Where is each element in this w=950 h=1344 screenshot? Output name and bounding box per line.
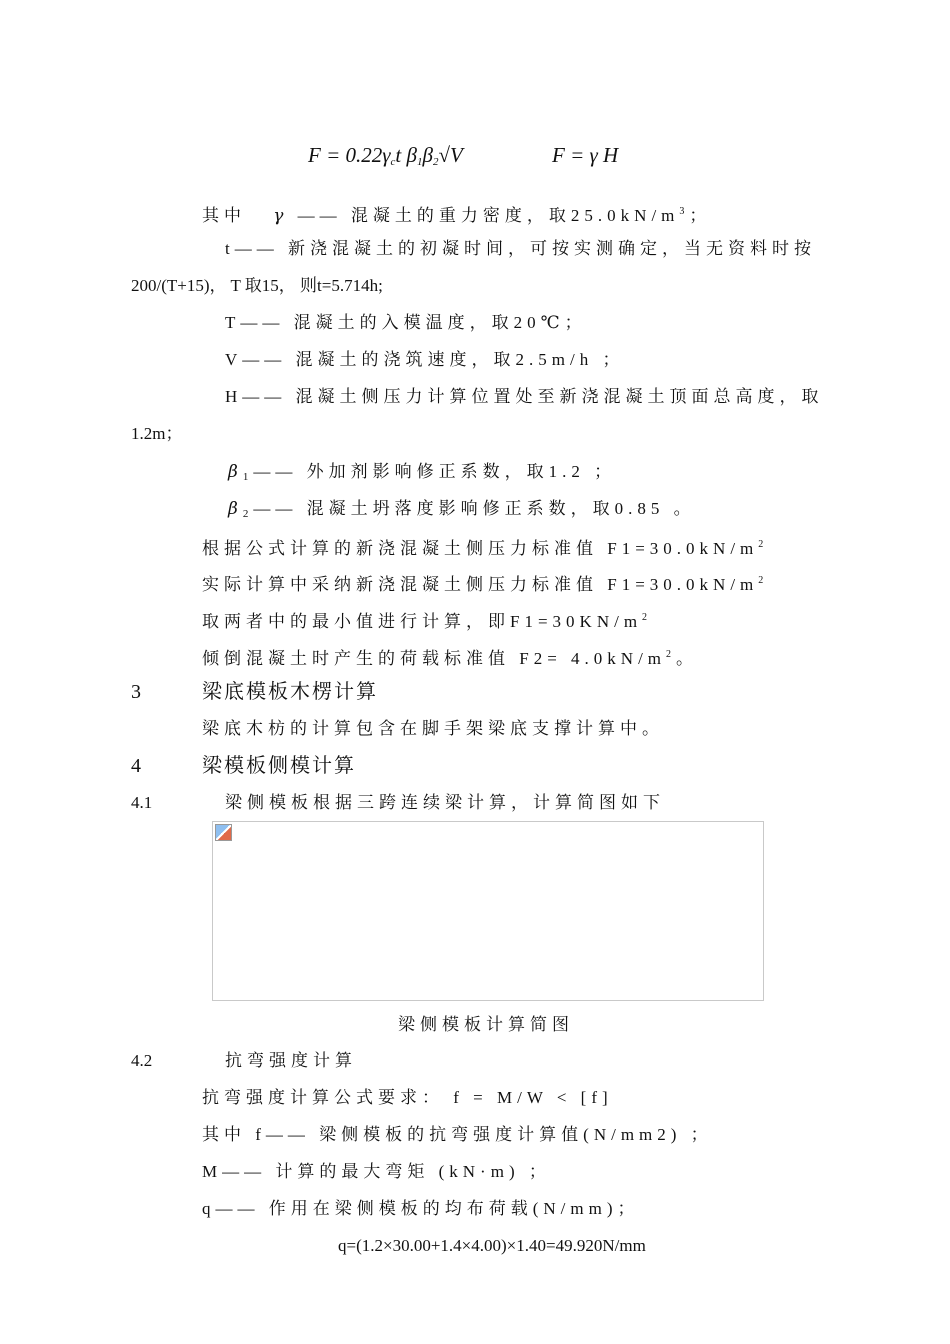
result-f2-text: 倾倒混凝土时产生的荷载标准值 F2= 4.0kN/m bbox=[202, 649, 667, 668]
formula-sqrt: √V bbox=[438, 143, 463, 167]
beta1-sub: 1 bbox=[242, 471, 254, 483]
formula-line bbox=[308, 144, 463, 173]
section-4-number: 4 bbox=[131, 755, 143, 777]
param-t-line: t—— 新浇混凝土的初凝时间，可按实测确定，当无资料时按 bbox=[225, 239, 816, 258]
result-f1-calc bbox=[202, 534, 768, 560]
gamma-symbol: γ bbox=[273, 206, 289, 226]
result-f1-adopt bbox=[202, 570, 768, 596]
formula-beta2: β bbox=[422, 143, 433, 167]
result-min-sup: 2 bbox=[642, 612, 653, 623]
section-3-text: 梁底木枋的计算包含在脚手架梁底支撑计算中。 bbox=[202, 719, 664, 738]
where-q-line: q—— 作用在梁侧模板的均布荷载(N/mm)； bbox=[202, 1199, 640, 1218]
q-equation: q=(1.2×30.00+1.4×4.00)×1.40=49.920N/mm bbox=[338, 1236, 646, 1255]
param-T-line: T—— 混凝土的入模温度，取20℃； bbox=[225, 313, 587, 332]
formula-beta2-sub: 2 bbox=[432, 156, 439, 168]
formula-t: t bbox=[395, 143, 402, 167]
section-4-2-title: 抗弯强度计算 bbox=[225, 1051, 357, 1070]
section-3-title: 梁底模板木楞计算 bbox=[202, 681, 378, 703]
result-f1-calc-sup: 2 bbox=[758, 539, 769, 550]
result-min-text: 取两者中的最小值进行计算，即F1=30KN/m bbox=[202, 612, 643, 631]
result-f2-end: 。 bbox=[676, 649, 699, 668]
where-label: 其中 bbox=[202, 206, 246, 225]
section-3-number: 3 bbox=[131, 681, 143, 703]
bending-requirement: 抗弯强度计算公式要求： f = M/W < [f] bbox=[202, 1088, 613, 1107]
section-4-title: 梁模板侧模计算 bbox=[202, 755, 356, 777]
param-V-line: V—— 混凝土的浇筑速度，取2.5m/h ； bbox=[225, 350, 625, 369]
formula-beta1: β bbox=[406, 143, 417, 167]
beta2-symbol: β bbox=[228, 499, 243, 519]
formula-f2: F = γ H bbox=[552, 143, 619, 167]
result-f2 bbox=[202, 644, 698, 670]
param-beta2-line bbox=[228, 498, 696, 525]
beta1-desc: —— 外加剂影响修正系数，取1.2 ； bbox=[253, 462, 617, 481]
formula-beta1-sub: 1 bbox=[416, 156, 423, 168]
result-f2-sup: 2 bbox=[666, 649, 677, 660]
where-f-line: 其中 f—— 梁侧模板的抗弯强度计算值(N/mm2) ； bbox=[202, 1125, 713, 1144]
result-f1-adopt-sup: 2 bbox=[758, 575, 769, 586]
formula-gamma-sub: c bbox=[390, 156, 396, 168]
section-4-1-text: 梁侧模板根据三跨连续梁计算，计算简图如下 bbox=[225, 793, 665, 812]
param-H-line: H—— 混凝土侧压力计算位置处至新浇混凝土顶面总高度，取 bbox=[225, 387, 824, 406]
gamma-end: ； bbox=[689, 206, 712, 225]
where-gamma-line bbox=[202, 201, 711, 227]
section-4-2-number: 4.2 bbox=[131, 1051, 153, 1070]
gamma-desc: —— 混凝土的重力密度，取25.0kN/m bbox=[297, 206, 680, 225]
beta2-desc: —— 混凝土坍落度影响修正系数，取0.85 。 bbox=[253, 499, 696, 518]
param-t-cont: 200/(T+15)， T 取15， 则t=5.714h; bbox=[131, 276, 383, 295]
figure-image bbox=[212, 821, 764, 1001]
param-beta1-line bbox=[228, 461, 616, 488]
where-m-line: M—— 计算的最大弯矩 (kN·m) ； bbox=[202, 1162, 551, 1181]
formula-gamma: γ bbox=[382, 143, 391, 167]
figure-caption: 梁侧模板计算简图 bbox=[398, 1015, 574, 1034]
gamma-unit-sup: 3 bbox=[679, 206, 690, 217]
section-4-1-number: 4.1 bbox=[131, 793, 153, 812]
formula-f1-lhs: F = 0.22 bbox=[308, 143, 383, 167]
beta1-symbol: β bbox=[228, 462, 243, 482]
result-min bbox=[202, 607, 652, 633]
beta2-sub: 2 bbox=[242, 508, 254, 520]
broken-image-icon bbox=[215, 824, 232, 841]
param-H-cont: 1.2m； bbox=[131, 424, 183, 443]
result-f1-adopt-text: 实际计算中采纳新浇混凝土侧压力标准值 F1=30.0kN/m bbox=[202, 575, 759, 594]
result-f1-calc-text: 根据公式计算的新浇混凝土侧压力标准值 F1=30.0kN/m bbox=[202, 539, 759, 558]
